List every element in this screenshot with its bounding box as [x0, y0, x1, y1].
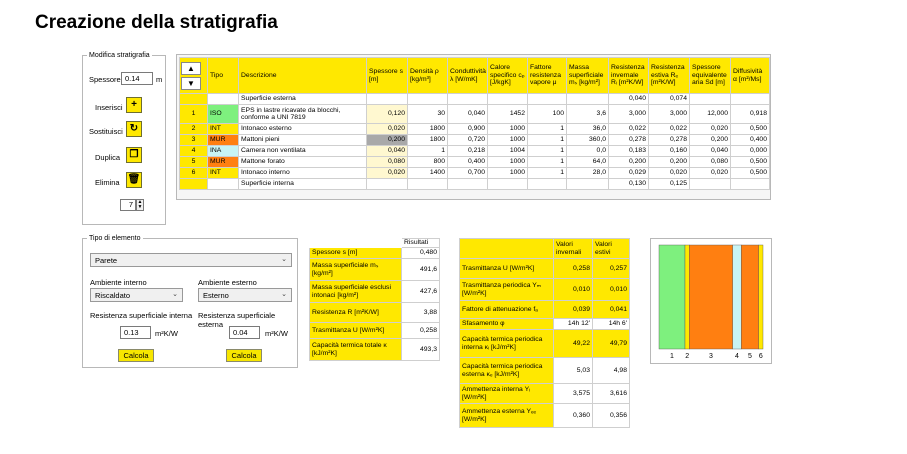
valori-label: Sfasamento φ [460, 319, 554, 330]
valori-invernale: 3,575 [554, 384, 593, 404]
cell-alpha: 0,500 [731, 124, 770, 135]
duplica-label: Duplica [95, 153, 121, 162]
cell-alpha: 0,918 [731, 105, 770, 124]
layer-label: 3 [709, 353, 713, 360]
header-diffusivita: Diffusività α [m²/Ms] [731, 58, 770, 94]
stratigraphy-diagram [650, 238, 772, 364]
cell-re: 0,022 [649, 124, 690, 135]
cell-alpha: 0,500 [731, 157, 770, 168]
row-number: 5 [180, 157, 208, 168]
cell-massa: 36,0 [567, 124, 609, 135]
cell-desc: Intonaco esterno [239, 124, 367, 135]
cell-densita: 1 [408, 146, 448, 157]
layers-panel [176, 54, 771, 200]
cell-ri: 0,022 [609, 124, 649, 135]
cell-desc: EPS in lastre ricavate da blocchi, conforme a UNI 7819 [239, 105, 367, 124]
cell-conduttivita: 0,218 [448, 146, 488, 157]
list-item [310, 303, 440, 323]
table-row[interactable] [180, 135, 770, 146]
cell-re: 3,000 [649, 105, 690, 124]
cell-vapore: 100 [528, 105, 567, 124]
layers-table [179, 57, 770, 190]
cell-conduttivita: 0,900 [448, 124, 488, 135]
layer-band [659, 245, 685, 349]
valori-header-invernali: Valori invernali [554, 239, 593, 259]
ambiente-esterno-select[interactable] [198, 288, 292, 302]
row-number: 3 [180, 135, 208, 146]
list-item [460, 279, 630, 301]
cell-tipo: MUR [208, 157, 239, 168]
cell-massa: 28,0 [567, 168, 609, 179]
header-res-inv: Resistenza invernale Rᵢ [m²K/W] [609, 58, 649, 94]
result-value: 427,6 [402, 281, 440, 303]
list-item [460, 330, 630, 358]
rse-input[interactable]: 0.04 [229, 326, 260, 339]
valori-estivo: 0,010 [593, 279, 630, 301]
ambiente-interno-select[interactable] [90, 288, 183, 302]
calcola-button-interna[interactable]: Calcola [118, 349, 154, 362]
list-item [460, 301, 630, 319]
rse-label: Resistenza superficiale esterna [198, 311, 276, 329]
cell-desc: Mattone forato [239, 157, 367, 168]
chevron-down-icon: ⌄ [172, 291, 178, 298]
table-row-superficie-esterna[interactable] [180, 94, 770, 105]
risultati-table [309, 238, 440, 361]
ambiente-esterno-label: Ambiente esterno [198, 278, 257, 287]
cell-ri: 0,200 [609, 157, 649, 168]
cell-densita: 800 [408, 157, 448, 168]
layer-band [733, 245, 742, 349]
header-densita: Densità ρ [kg/m³] [408, 58, 448, 94]
cell-sd: 0,080 [690, 157, 731, 168]
list-item [310, 259, 440, 281]
list-item [310, 323, 440, 339]
move-down-icon[interactable]: ▼ [181, 77, 201, 90]
valori-invernale: 14h 12' [554, 319, 593, 330]
valori-estivo: 0,041 [593, 301, 630, 319]
spessore-input[interactable]: 0.14 [121, 72, 153, 85]
cell-calore: 1000 [488, 157, 528, 168]
cell-spessore: 0,020 [367, 124, 408, 135]
cell-tipo: INA [208, 146, 239, 157]
cell-conduttivita: 0,400 [448, 157, 488, 168]
row-number: 4 [180, 146, 208, 157]
chevron-down-icon: ⌄ [281, 291, 287, 298]
ambiente-interno-value: Riscaldato [95, 291, 131, 300]
modifica-stratigrafia-panel [82, 52, 166, 225]
cell-vapore: 1 [528, 135, 567, 146]
header-massa: Massa superficiale mₛ [kg/m²] [567, 58, 609, 94]
valori-invernale: 49,22 [554, 330, 593, 358]
cell-conduttivita: 0,040 [448, 105, 488, 124]
cell-alpha: 0,400 [731, 135, 770, 146]
row-number: 2 [180, 124, 208, 135]
list-item [460, 404, 630, 428]
result-label: Capacità termica totale κ [kJ/m²K] [310, 339, 402, 361]
valori-label: Trasmittanza periodica Yₘ [W/m²K] [460, 279, 554, 301]
table-row-superficie-interna[interactable] [180, 179, 770, 190]
result-value: 0,258 [402, 323, 440, 339]
valori-label: Capacità termica periodica esterna κₑ [kJ/m²K] [460, 358, 554, 384]
replace-layer-icon[interactable]: ↻ [126, 121, 142, 137]
cell-massa: 360,0 [567, 135, 609, 146]
header-calore: Calore specifico cₚ [J/kgK] [488, 58, 528, 94]
cell-conduttivita: 0,720 [448, 135, 488, 146]
valori-label: Ammettenza esterna Yₑₑ [W/m²K] [460, 404, 554, 428]
cell-re: 0,074 [649, 94, 690, 105]
result-label: Massa superficiale esclusi intonaci [kg/m²] [310, 281, 402, 303]
header-tipo: Tipo [208, 58, 239, 94]
layer-band [759, 245, 763, 349]
cell-vapore: 1 [528, 168, 567, 179]
cell-densita: 1800 [408, 135, 448, 146]
rsi-label: Resistenza superficiale interna [90, 311, 193, 320]
duplicate-layer-icon[interactable]: ❐ [126, 147, 142, 163]
valori-estivo: 3,616 [593, 384, 630, 404]
ambiente-esterno-value: Esterno [203, 291, 229, 300]
cell-re: 0,020 [649, 168, 690, 179]
result-value: 493,3 [402, 339, 440, 361]
cell-massa: 0,0 [567, 146, 609, 157]
layer-label: 4 [735, 353, 739, 360]
list-item [310, 281, 440, 303]
chevron-down-icon: ⌄ [281, 256, 287, 263]
result-label: Resistenza R [m²K/W] [310, 303, 402, 323]
cell-sd: 0,020 [690, 168, 731, 179]
cell-re: 0,200 [649, 157, 690, 168]
cell-tipo: ISO [208, 105, 239, 124]
tipo-elemento-value: Parete [95, 256, 118, 265]
cell-re: 0,125 [649, 179, 690, 190]
trash-icon[interactable]: 🗑 [126, 172, 142, 188]
valori-table [459, 238, 630, 428]
valori-label: Ammettenza interna Yᵢ [W/m²K] [460, 384, 554, 404]
cell-conduttivita: 0,700 [448, 168, 488, 179]
valori-label: Trasmittanza U [W/m²K] [460, 259, 554, 279]
cell-calore: 1000 [488, 135, 528, 146]
result-value: 3,88 [402, 303, 440, 323]
cell-calore: 1004 [488, 146, 528, 157]
cell-densita: 1800 [408, 124, 448, 135]
cell-desc: Superficie interna [239, 179, 367, 190]
row-number: 6 [180, 168, 208, 179]
valori-label: Capacità termica periodica interna κᵢ [kJ/m²K] [460, 330, 554, 358]
cell-spessore: 0,120 [367, 105, 408, 124]
cell-ri: 3,000 [609, 105, 649, 124]
valori-invernale: 0,258 [554, 259, 593, 279]
cell-tipo: MUR [208, 135, 239, 146]
layer-counter-input[interactable]: 7 [120, 199, 136, 211]
tipo-elemento-panel [82, 235, 298, 368]
header-conduttivita: Conduttività λ [W/mK] [448, 58, 488, 94]
counter-spinner[interactable]: ▲ ▼ [137, 199, 143, 210]
header-vapore: Fattore resistenza vapore μ [528, 58, 567, 94]
table-row[interactable] [180, 105, 770, 124]
list-item [310, 339, 440, 361]
cell-sd: 0,040 [690, 146, 731, 157]
inserisci-label: Inserisci [95, 103, 123, 112]
header-descrizione: Descrizione [239, 58, 367, 94]
valori-estivo: 0,356 [593, 404, 630, 428]
page-title: Creazione della stratigrafia [35, 12, 278, 33]
valori-estivo: 49,79 [593, 330, 630, 358]
insert-layer-icon[interactable]: + [126, 97, 142, 113]
cell-densita: 30 [408, 105, 448, 124]
cell-spessore: 0,200 [367, 135, 408, 146]
tipo-elemento-label: Tipo di elemento [89, 235, 141, 242]
result-label: Trasmittanza U [W/m²K] [310, 323, 402, 339]
cell-tipo: INT [208, 124, 239, 135]
layer-label: 6 [758, 353, 763, 360]
cell-ri: 0,130 [609, 179, 649, 190]
risultati-header: Risultati [402, 239, 440, 248]
cell-spessore: 0,020 [367, 168, 408, 179]
move-buttons-cell [180, 58, 208, 94]
rsi-input[interactable]: 0.13 [120, 326, 151, 339]
rse-unit: m²K/W [265, 329, 288, 338]
cell-ri: 0,040 [609, 94, 649, 105]
layer-label: 2 [685, 353, 690, 360]
result-label: Massa superficiale mₛ [kg/m²] [310, 259, 402, 281]
cell-sd: 0,200 [690, 135, 731, 146]
cell-ri: 0,278 [609, 135, 649, 146]
cell-desc: Superficie esterna [239, 94, 367, 105]
cell-tipo: INT [208, 168, 239, 179]
list-item [310, 248, 440, 259]
modifica-group-label: Modifica stratigrafia [89, 52, 150, 59]
calcola-button-esterna[interactable]: Calcola [226, 349, 262, 362]
valori-invernale: 5,03 [554, 358, 593, 384]
spessore-unit: m [156, 75, 163, 84]
result-value: 491,6 [402, 259, 440, 281]
layer-band [689, 245, 732, 349]
rsi-unit: m²K/W [155, 329, 178, 338]
elimina-label: Elimina [95, 178, 120, 187]
ambiente-interno-label: Ambiente interno [90, 278, 147, 287]
list-item [460, 384, 630, 404]
cell-calore: 1452 [488, 105, 528, 124]
stratigraphy-svg [651, 239, 771, 363]
cell-spessore: 0,080 [367, 157, 408, 168]
valori-estivo: 4,98 [593, 358, 630, 384]
cell-densita: 1400 [408, 168, 448, 179]
table-row[interactable] [180, 157, 770, 168]
cell-calore: 1000 [488, 168, 528, 179]
table-row[interactable] [180, 168, 770, 179]
cell-ri: 0,029 [609, 168, 649, 179]
valori-invernale: 0,360 [554, 404, 593, 428]
result-label: Spessore s [m] [310, 248, 402, 259]
layer-band [741, 245, 758, 349]
list-item [460, 259, 630, 279]
tipo-elemento-select[interactable] [90, 253, 292, 267]
result-value: 0,480 [402, 248, 440, 259]
valori-estivo: 14h 6' [593, 319, 630, 330]
move-up-icon[interactable]: ▲ [181, 62, 201, 75]
cell-re: 0,278 [649, 135, 690, 146]
header-sd: Spessore equivalente aria Sd [m] [690, 58, 731, 94]
valori-invernale: 0,039 [554, 301, 593, 319]
spessore-label: Spessore [89, 75, 121, 84]
cell-alpha: 0,000 [731, 146, 770, 157]
cell-alpha: 0,500 [731, 168, 770, 179]
list-item [460, 319, 630, 330]
cell-massa: 3,6 [567, 105, 609, 124]
cell-spessore: 0,040 [367, 146, 408, 157]
cell-vapore: 1 [528, 157, 567, 168]
cell-re: 0,160 [649, 146, 690, 157]
cell-ri: 0,183 [609, 146, 649, 157]
valori-label: Fattore di attenuazione fₐ [460, 301, 554, 319]
header-res-est: Resistenza estiva Rₑ [m²K/W] [649, 58, 690, 94]
list-item [460, 358, 630, 384]
table-row[interactable] [180, 124, 770, 135]
cell-calore: 1000 [488, 124, 528, 135]
cell-vapore: 1 [528, 124, 567, 135]
layer-label: 1 [670, 353, 674, 360]
layer-band [685, 245, 689, 349]
cell-massa: 64,0 [567, 157, 609, 168]
cell-desc: Mattoni pieni [239, 135, 367, 146]
header-spessore: Spessore s [m] [367, 58, 408, 94]
row-number: 1 [180, 105, 208, 124]
valori-estivo: 0,257 [593, 259, 630, 279]
table-row[interactable] [180, 146, 770, 157]
cell-vapore: 1 [528, 146, 567, 157]
sostituisci-label: Sostituisci [89, 127, 123, 136]
valori-invernale: 0,010 [554, 279, 593, 301]
cell-sd: 12,000 [690, 105, 731, 124]
cell-desc: Intonaco interno [239, 168, 367, 179]
cell-sd: 0,020 [690, 124, 731, 135]
layer-label: 5 [748, 353, 752, 360]
valori-header-estivi: Valori estivi [593, 239, 630, 259]
cell-desc: Camera non ventilata [239, 146, 367, 157]
